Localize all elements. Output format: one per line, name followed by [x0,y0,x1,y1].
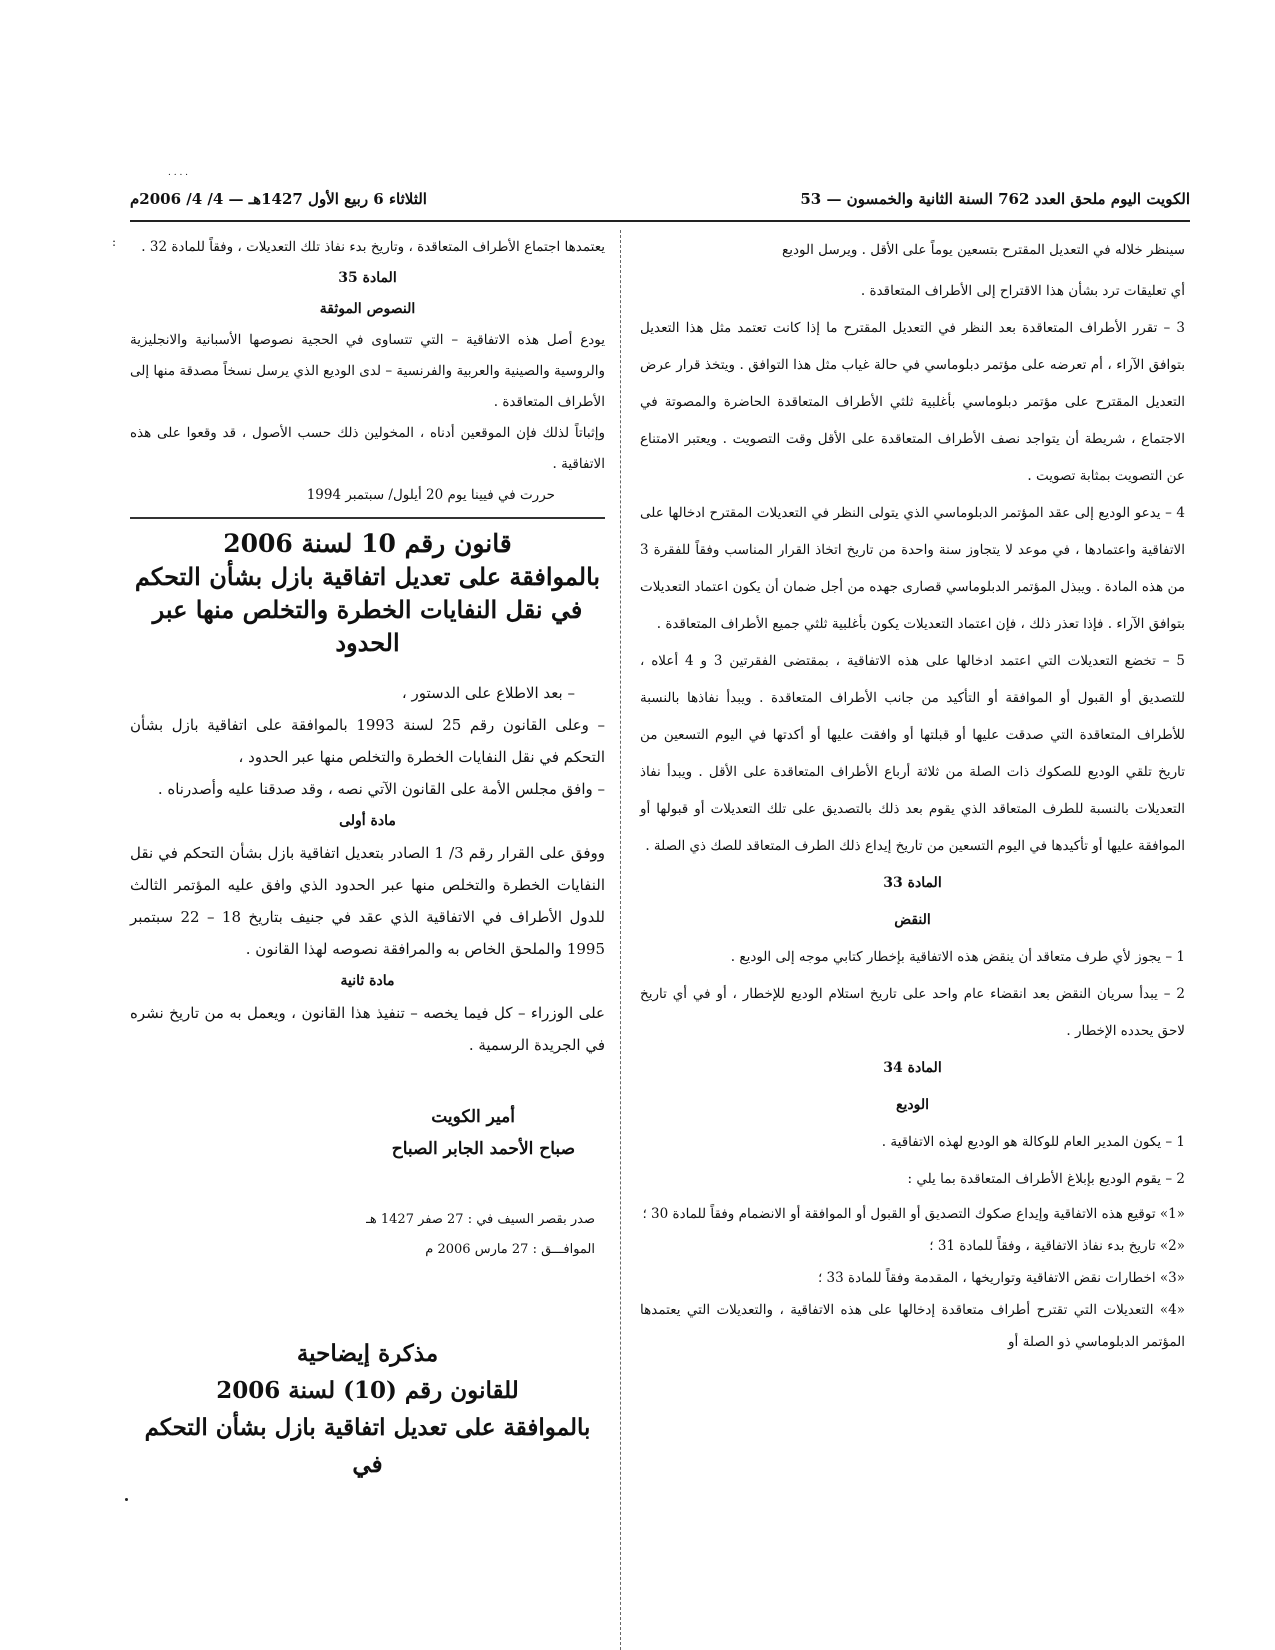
article-2-text: على الوزراء – كل فيما يخصه – تنفيذ هذا القانون ، ويعمل به من تاريخ نشره في الجريدة الرسمية . [130,1004,605,1054]
stray-dot [125,1498,128,1501]
paragraph: «2» تاريخ بدء نفاذ الاتفاقية ، وفقاً للمادة 31 ؛ [929,1238,1185,1254]
paragraph: 2 – يبدأ سريان النقض بعد انقضاء عام واحد على تاريخ استلام الوديع للإخطار ، أو في أي تاريخ لاحق يحدده الإخطار . [640,986,1185,1039]
preamble-line: – وعلى القانون رقم 25 لسنة 1993 بالموافقة على اتفاقية بازل بشأن التحكم في نقل النفايات الخطرة والتخلص منها عبر الحدود ، [130,716,606,766]
article-1-heading: مادة أولى [339,813,396,829]
page-header [130,190,1190,222]
article-35-heading: المادة 35 [338,270,397,286]
signature-title: أمير الكويت [431,1107,515,1127]
memo-line: مذكرة إيضاحية [296,1340,439,1367]
section-separator [130,517,605,519]
paragraph: 3 – تقرر الأطراف المتعاقدة بعد النظر في التعديل المقترح ما إذا كانت تعتمد مثل هذا التعديل بتوافق الآراء ، أم تعرضه على مؤتمر دبلوماسي في حالة غياب مثل هذا التوافق . ويتخذ قرار عرض التعديل المقترح على مؤتمر دبلوماسي بأغلبية ثلثي الأطراف المتعاقدة الحاضرة والمصوتة في الاجتماع ، شريطة أن يتواجد نصف الأطراف المتعاقدة على الأقل وقت التصويت . ويعتبر الامتناع عن التصويت بمثابة تصويت . [640,320,1185,484]
law-number: قانون رقم 10 لسنة 2006 [223,529,512,558]
issued-hijri: صدر بقصر السيف في : 27 صفر 1427 هـ [366,1212,595,1227]
issue-date-block [130,1205,605,1265]
column-divider [620,230,622,1650]
header-date: الثلاثاء 6 ربيع الأول 1427هـ — 4/ 4/ 2006م [130,190,427,208]
paragraph: 2 – يقوم الوديع بإبلاغ الأطراف المتعاقدة بما يلي : [907,1171,1185,1187]
explanatory-memo-title [130,1335,605,1483]
right-column [640,232,1185,1358]
law-subject: بالموافقة على تعديل اتفاقية بازل بشأن التحكم في نقل النفايات الخطرة والتخلص منها عبر الحدود [134,562,601,657]
done-at: حررت في فيينا يوم 20 أيلول/ سبتمبر 1994 [306,487,555,503]
signature-block [130,1101,605,1165]
article-2-heading: مادة ثانية [340,973,395,989]
article-34-title: الوديع [896,1097,929,1113]
signature-name: صباح الأحمد الجابر الصباح [391,1139,575,1159]
preamble-line: – بعد الاطلاع على الدستور ، [401,684,575,702]
article-34-heading: المادة 34 [883,1060,942,1076]
preamble-line: – وافق مجلس الأمة على القانون الآتي نصه ، وقد صدقنا عليه وأصدرناه . [157,780,605,798]
paragraph: 4 – يدعو الوديع إلى عقد المؤتمر الدبلوماسي الذي يتولى النظر في التعديلات المقترح ادخالها على الاتفاقية واعتمادها ، في موعد لا يتجاوز سنة واحدة من تاريخ اتخاذ القرار المناسب وفقاً للفقرة 3 من هذه المادة . ويبذل المؤتمر الدبلوماسي قصارى جهده من أجل ضمان أن يكون اعتماد التعديلات بتوافق الآراء . فإذا تعذر ذلك ، فإن اعتماد التعديلات يكون بأغلبية ثلثي جميع الأطراف المتعاقدة . [640,505,1185,632]
article-1-text: ووفق على القرار رقم 3/ 1 الصادر بتعديل اتفاقية بازل بشأن التحكم في نقل النفايات الخطرة والتخلص منها عبر الحدود الذي وافق عليه المؤتمر الثالث للدول الأطراف في الاتفاقية الذي عقد في جنيف بتاريخ 18 – 22 سبتمبر 1995 والملحق الخاص به والمرافقة نصوصه لهذا القانون . [130,844,605,958]
memo-line: للقانون رقم (10) لسنة 2006 [216,1377,519,1404]
paragraph: وإثباتاً لذلك فإن الموقعين أدناه ، المخولين ذلك حسب الأصول ، قد وقعوا على هذه الاتفاقية . [130,425,605,472]
article-33-title: النقض [894,912,931,928]
paragraph: «4» التعديلات التي تقترح أطراف متعاقدة إدخالها على هذه الاتفاقية ، والتعديلات التي يعتمدها المؤتمر الدبلوماسي ذو الصلة أو [640,1302,1185,1350]
corner-mark: : [112,235,117,249]
paragraph: 5 – تخضع التعديلات التي اعتمد ادخالها على هذه الاتفاقية ، بمقتضى الفقرتين 3 و 4 أعلاه ، للتصديق أو القبول أو الموافقة أو التأكيد من جانب الأطراف المتعاقدة . ويبدأ نفاذها بالنسبة للأطراف المتعاقدة التي صدقت عليها أو قبلتها أو وافقت عليها أو أكدتها في اليوم التسعين من تاريخ تلقي الوديع للصكوك ذات الصلة من ثلاثة أرباع الأطراف المتعاقدة على الأقل . ويبدأ نفاذ التعديلات بالنسبة للطرف المتعاقد الذي يقوم بعد ذلك بالتصديق على تلك التعديلات أو قبولها أو الموافقة عليها أو تأكيدها في اليوم التسعين من تاريخ إيداع ذلك الطرف المتعاقد للصك ذي الصلة . [640,653,1185,854]
paragraph: «3» اخطارات نقض الاتفاقية وتواريخها ، المقدمة وفقاً للمادة 33 ؛ [817,1270,1185,1286]
article-35-title: النصوص الموثقة [319,301,416,317]
paragraph: أي تعليقات ترد بشأن هذا الاقتراح إلى الأطراف المتعاقدة . [860,283,1185,299]
header-publication: الكويت اليوم ملحق العدد 762 السنة الثانية والخمسون — 53 [800,190,1190,208]
article-33-heading: المادة 33 [883,875,942,891]
top-mark: . . . . [168,168,189,178]
paragraph: يودع أصل هذه الاتفاقية – التي تتساوى في الحجية نصوصها الأسبانية والانجليزية والروسية والصينية والعربية والفرنسية – لدى الوديع الذي يرسل نسخاً مصدقة منها إلى الأطراف المتعاقدة . [130,332,605,410]
paragraph: يعتمدها اجتماع الأطراف المتعاقدة ، وتاريخ بدء نفاذ تلك التعديلات ، وفقاً للمادة 32 . [141,239,605,255]
left-column [130,232,605,1483]
paragraph: 1 – يجوز لأي طرف متعاقد أن ينقض هذه الاتفاقية بإخطار كتابي موجه إلى الوديع . [730,949,1185,965]
issued-gregorian: الموافـــق : 27 مارس 2006 م [425,1242,595,1257]
paragraph: 1 – يكون المدير العام للوكالة هو الوديع لهذه الاتفاقية . [881,1134,1185,1150]
memo-line: بالموافقة على تعديل اتفاقية بازل بشأن التحكم في [144,1414,591,1478]
law-title [130,527,605,659]
paragraph: «1» توقيع هذه الاتفاقية وإيداع صكوك التصديق أو القبول أو الموافقة أو الانضمام وفقاً للمادة 30 ؛ [642,1206,1185,1222]
paragraph: سينظر خلاله في التعديل المقترح بتسعين يوماً على الأقل . ويرسل الوديع [782,242,1185,258]
